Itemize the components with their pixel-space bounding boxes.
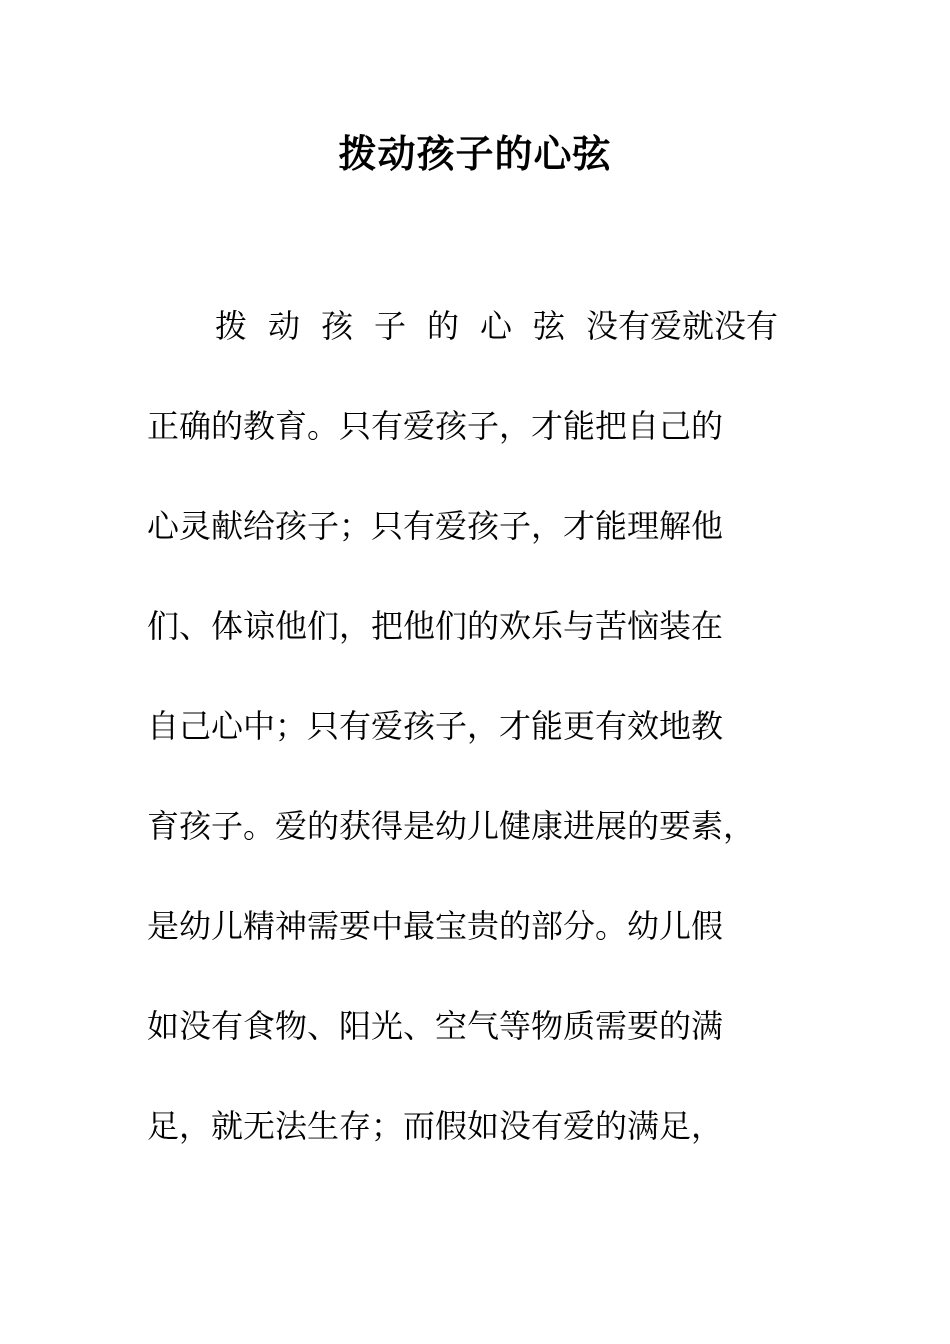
- paragraph-line: 正确的教育。只有爱孩子，才能把自己的: [147, 407, 724, 445]
- paragraph-line: 是幼儿精神需要中最宝贵的部分。幼儿假: [147, 907, 724, 945]
- paragraph-line: 们、体谅他们，把他们的欢乐与苦恼装在: [147, 607, 724, 645]
- document-title: 拨动孩子的心弦: [338, 131, 612, 176]
- paragraph-line: [147, 302, 807, 402]
- paragraph-line: 足，就无法生存；而假如没有爱的满足，: [147, 1107, 724, 1145]
- paragraph-lead-rest: 没有爱就没有: [586, 307, 779, 345]
- paragraph-line: 育孩子。爱的获得是幼儿健康进展的要素，: [147, 807, 756, 845]
- paragraph-line: 如没有食物、阳光、空气等物质需要的满: [147, 1007, 724, 1045]
- paragraph-line: 自己心中；只有爱孩子，才能更有效地教: [147, 707, 724, 745]
- paragraph-lead-spaced: 拨动孩子的心弦: [215, 307, 587, 345]
- paragraph-line: 心灵献给孩子；只有爱孩子，才能理解他: [147, 507, 724, 545]
- document-body: [147, 302, 807, 1202]
